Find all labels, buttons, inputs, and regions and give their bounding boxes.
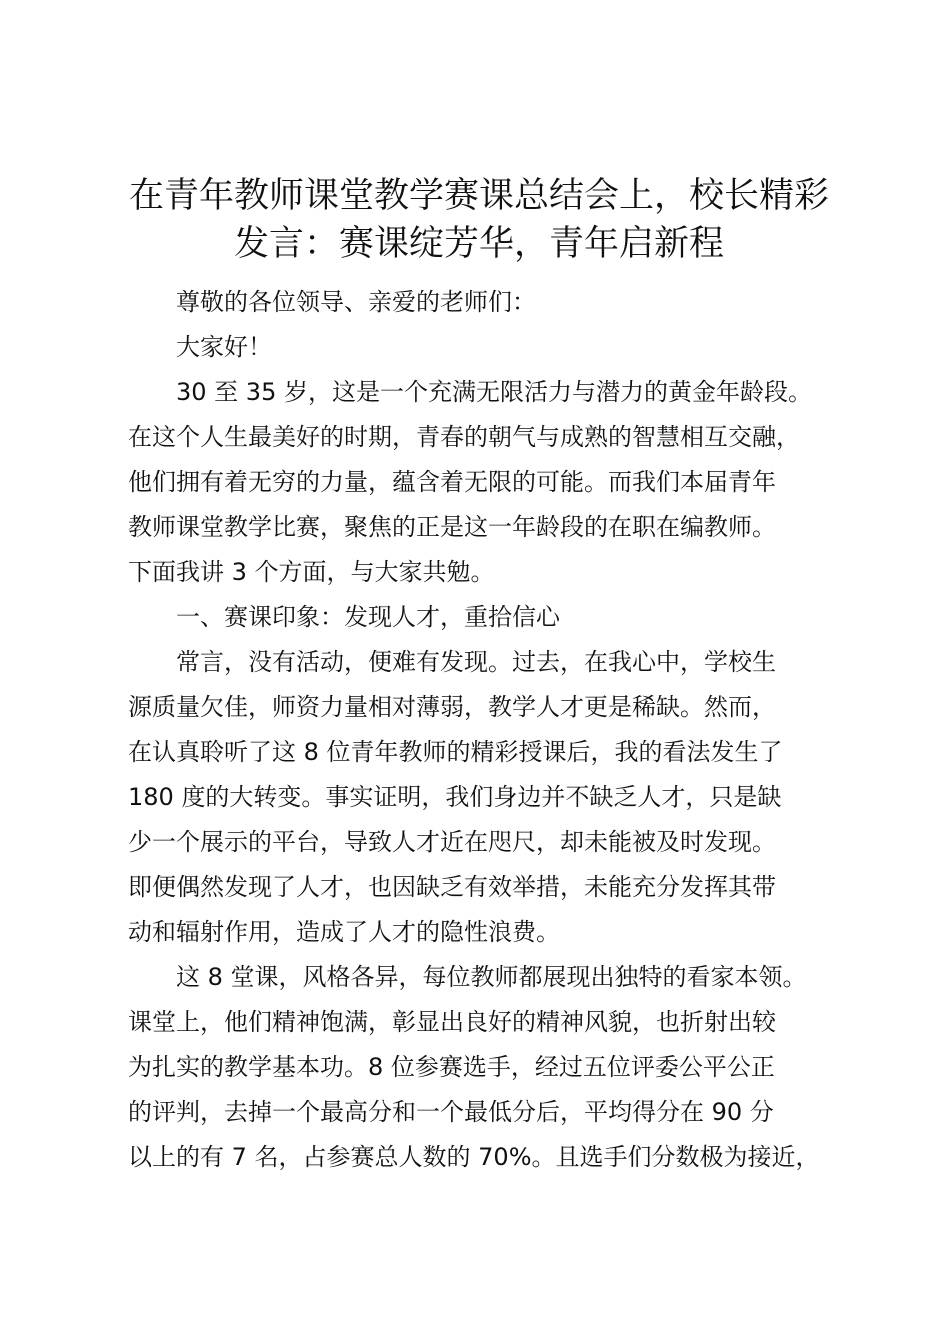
paragraph-line: 常言，没有活动，便难有发现。过去，在我心中，学校生 xyxy=(176,648,776,676)
title-line-1: 在青年教师课堂教学赛课总结会上，校长精彩 xyxy=(128,176,829,216)
paragraph-line: 教师课堂教学比赛，聚焦的正是这一年龄段的在职在编教师。 xyxy=(128,513,776,541)
paragraph-line: 180 度的大转变。事实证明，我们身边并不缺乏人才，只是缺 xyxy=(128,783,782,811)
paragraph-line: 的评判，去掉一个最高分和一个最低分后，平均得分在 90 分 xyxy=(128,1098,774,1126)
paragraph-line: 在认真聆听了这 8 位青年教师的精彩授课后，我的看法发生了 xyxy=(128,738,783,766)
document-title xyxy=(118,172,840,268)
paragraph-3 xyxy=(128,955,850,1180)
paragraph-line: 源质量欠佳，师资力量相对薄弱，教学人才更是稀缺。然而， xyxy=(128,693,776,721)
paragraph-line: 在这个人生最美好的时期，青春的朝气与成熟的智慧相互交融， xyxy=(128,423,800,451)
greeting: 大家好！ xyxy=(176,333,272,361)
paragraph-line: 他们拥有着无穷的力量，蕴含着无限的可能。而我们本届青年 xyxy=(128,468,776,496)
title-line-2: 发言：赛课绽芳华，青年启新程 xyxy=(233,224,724,264)
paragraph-line: 以上的有 7 名，占参赛总人数的 70%。且选手们分数极为接近， xyxy=(128,1143,820,1171)
paragraph-line: 少一个展示的平台，导致人才近在咫尺，却未能被及时发现。 xyxy=(128,828,776,856)
paragraph-line: 下面我讲 3 个方面，与大家共勉。 xyxy=(128,558,495,586)
paragraph-line: 30 至 35 岁，这是一个充满无限活力与潜力的黄金年龄段。 xyxy=(176,378,812,406)
paragraph-line: 课堂上，他们精神饱满，彰显出良好的精神风貌，也折射出较 xyxy=(128,1008,776,1036)
section-heading-1: 一、赛课印象：发现人才，重拾信心 xyxy=(176,603,560,631)
paragraph-line: 即便偶然发现了人才，也因缺乏有效举措，未能充分发挥其带 xyxy=(128,873,776,901)
document-body xyxy=(128,280,850,1180)
paragraph-line: 为扎实的教学基本功。8 位参赛选手，经过五位评委公平公正 xyxy=(128,1053,775,1081)
salutation: 尊敬的各位领导、亲爱的老师们： xyxy=(176,288,536,316)
paragraph-line: 动和辐射作用，造成了人才的隐性浪费。 xyxy=(128,918,560,946)
paragraph-line: 这 8 堂课，风格各异，每位教师都展现出独特的看家本领。 xyxy=(176,963,807,991)
paragraph-2 xyxy=(128,640,850,955)
paragraph-1 xyxy=(128,370,850,595)
